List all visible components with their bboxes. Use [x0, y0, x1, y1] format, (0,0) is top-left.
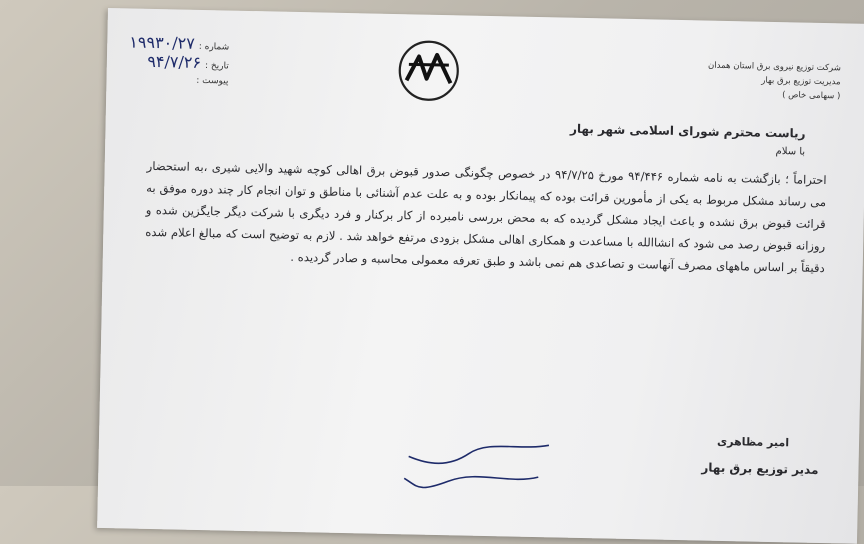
number-label: شماره : [198, 41, 230, 53]
letter-meta [128, 34, 229, 89]
company-branch: مدیریت توزیع برق بهار [761, 75, 841, 88]
letterhead-company [707, 59, 841, 104]
date-value: ۹۴/۷/۲۶ [147, 51, 202, 72]
date-row [129, 53, 229, 74]
document [108, 8, 864, 477]
date-label: تاریخ : [204, 61, 229, 72]
number-value: ۱۹۹۳۰/۲۷ [129, 32, 196, 53]
signer-name: امیر مظاهری [716, 434, 790, 450]
greeting: با سلام [775, 146, 806, 158]
attachment-row [128, 72, 228, 89]
company-type: ( سهامی خاص ) [782, 90, 841, 102]
signer-title: مدیر توزیع برق بهار [701, 460, 819, 477]
letter-paper [97, 8, 864, 544]
company-logo-icon [396, 38, 461, 103]
addressee: ریاست محترم شورای اسلامی شهر بهار [569, 121, 806, 141]
attachment-label: پیوست : [196, 75, 229, 87]
company-name: شرکت توزیع نیروی برق استان همدان [707, 60, 842, 74]
letter-body [145, 155, 827, 279]
body-paragraph: احتراماً ؛ بازگشت به نامه شماره ۹۴/۴۴۶ مورخ ۹۴/۷/۲۵ در خصوص چگونگی صدور قبوض برق اهالی کوچه شهید والایی شیری ،به استحضار می رساند مشکل مربوط به یکی از مأمورین قرائت بوده که پیمانکار بوده و به علت عدم آشنائی با مناطق و توان انجام کار چند دوره موفق به قرائت قبوض برق نشده و باعث ایجاد مشکل گردیده که به محض بررسی نامبرده از کار برکنار و فرد دیگری با شرکت دیگر جایگزین شده و روزانه قبوض رصد می شود که انشاالله با مساعدت و همکاری اهالی مشکل بزودی مرتفع خواهد شد . لازم به توضیح است که مبالغ اعلام شده دقیقاً بر اساس ماههای مصرف آنهاست و تصاعدی هم نمی باشد و طبق تعرفه معمولی محاسبه و صادر گردیده . [145, 158, 827, 276]
signature-stroke-icon [398, 434, 559, 497]
